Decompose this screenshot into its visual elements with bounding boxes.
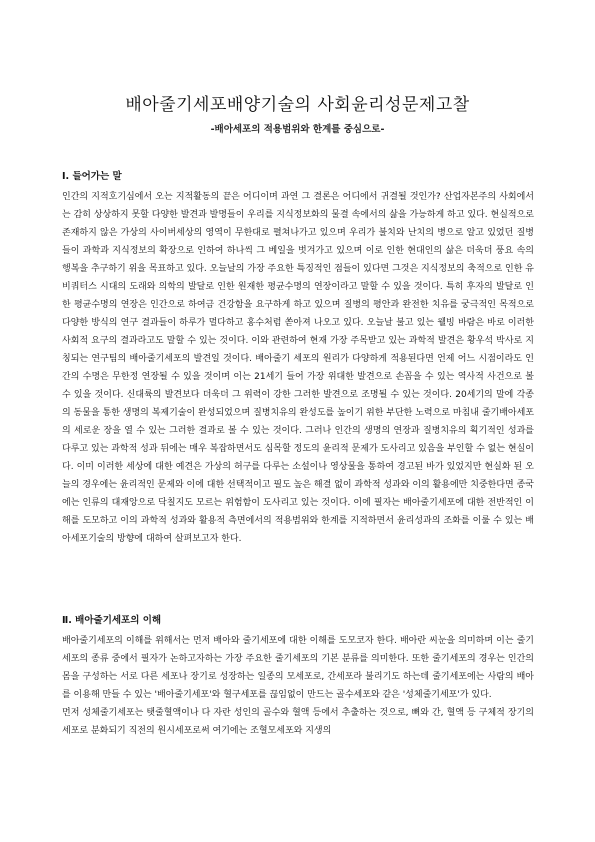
section-stem-cell-understanding [62,612,534,740]
section-heading: Ⅰ. 들어가는 말 [62,171,122,182]
document-title: 배아줄기세포배양기술의 사회윤리성문제고찰 [125,95,470,115]
body-paragraph: 인간의 지적호기심에서 오는 지적활동의 끝은 어디이며 과연 그 결론은 어디에서 귀결될 것인가? 산업자본주의 사회에서는 감히 상상하지 못할 다양한 발견과 발명들이 우리를 지식정보화의 물결 속에서의 삶을 가능하게 하고 있다. 현실적으로 존재하지 않은 가상의 사이버세상의 영역이 무한대로 펼쳐나가고 있으며 우리가 불치와 난치의 병으로 알고 있었던 질병들이 과학과 지식정보의 확장으로 인하여 하나씩 그 베일을 벗겨가고 있으며 이로 인한 현대인의 삶은 더욱더 풍요 속의 행복을 추구하기 위을 목표하고 있다. 오늘날의 가장 주요한 특징적인 점들이 있다면 그것은 지식정보의 축적으로 인한 유비쿼터스 시대의 도래와 의학의 발달로 인한 원재한 평균수명의 연장이라고 말할 수 있을 것이다. 특히 후자의 발달로 인한 평균수명의 연장은 인간으로 하여금 건강함을 요구하게 하고 있으며 질병의 평안과 완전한 치유를 궁극적인 목적으로 다양한 방식의 연구 결과들이 하루가 멀다하고 홍수처럼 쏟아져 나오고 있다. 오늘날 불고 있는 웰빙 바람은 바로 이러한 사회적 요구의 결과라고도 말할 수 있는 것이다. 이와 관련하여 현재 가장 주목받고 있는 과학적 발견은 황우석 박사로 지칭되는 연구팀의 배아줄기세포의 발견일 것이다. 배아줄기 세포의 원리가 다양하게 적용된다면 언제 어느 시점이라도 인간의 수명은 무한정 연장될 수 있을 것이며 이는 21세기 들어 가장 위대한 발견으로 손꼽을 수 있는 역사적 사건으로 볼 수 있을 것이다. 신대륙의 발견보다 더욱더 그 위력이 강한 그러한 발견으로 조명될 수 있는 것이다. 20세기의 말에 각종의 동물을 통한 생명의 복제기술이 완성되었으며 질병치유의 완성도를 높이기 위한 부단한 노력으로 마침내 줄기배아세포의 세로운 장을 열 수 있는 그러한 결과로 볼 수 있는 것이다. 그러나 인간의 생명의 연장과 질병치유의 획기적인 성과를 다루고 있는 과학적 성과 뒤에는 매우 복잡하면서도 심목할 정도의 윤리적 문제가 도사리고 있음을 부인할 수 없는 현실이다. 이미 이러한 세상에 대한 예견은 가상의 허구를 다루는 소설이나 영상물을 통하여 경고된 바가 있었지만 현실화 된 오늘의 경우에는 윤리적인 문제와 이에 대한 선택적이고 필도 높은 해결 없이 과학적 성과와 이의 활용에만 치중한다면 종국에는 인류의 대재앙으로 닥칠지도 모르는 위험함이 도사리고 있는 것이다. 이에 필자는 배아줄기세포에 대한 전반적인 이해를 도모하고 이의 과학적 성과와 활용적 측면에서의 적용범위와 한계를 지적하면서 윤리성과의 조화를 이룰 수 있는 배아세포기술의 방향에 대하여 살펴보고자 한다. [62,192,534,544]
section-introduction [62,168,534,548]
body-paragraph: 먼저 성체줄기세포는 탯줄혈액이나 다 자란 성인의 골수와 혈액 등에서 추출하는 것으로, 뼈와 간, 혈액 등 구체적 장기의 세포로 분화되기 직전의 원시세포로써 여기에는 조혈모세포와 지생의 [62,708,534,736]
section-heading: Ⅱ. 배아줄기세포의 이해 [62,615,162,626]
document-subtitle: -배아세포의 적용범위와 한계를 중심으로- [210,124,385,135]
body-paragraph: 배아줄기세포의 이해를 위해서는 먼저 배아와 줄기세포에 대한 이해를 도모코자 한다. 배아란 씨눈을 의미하며 이는 줄기세포의 종류 중에서 필자가 논하고자하는 가장 주요한 줄기세포의 기본 분류를 의미한다. 또한 줄기세포의 경우는 인간의 몸을 구성하는 서로 다른 세포나 장기로 성장하는 일종의 모세포로, 간세포라 불리기도 하는데 줄기세포에는 사람의 배아를 이용해 만들 수 있는 '배아줄기세포'와 혈구세포를 끊임없이 만드는 골수세포와 같은 '성체줄기세포'가 있다. [62,636,534,700]
